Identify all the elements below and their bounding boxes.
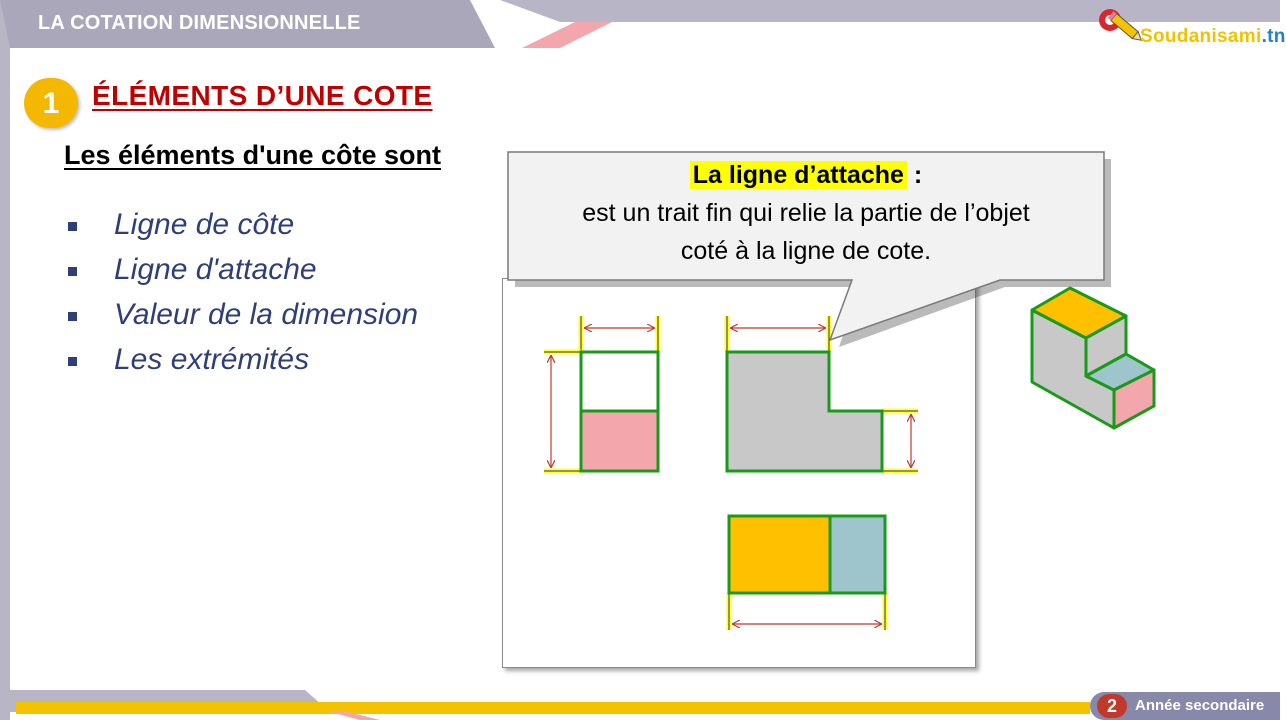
logo-name: Soudanisami [1140,26,1262,47]
intro-heading: Les éléments d'une côte sont [64,140,442,170]
callout-line-1: est un trait fin qui relie la partie de l’objet [582,199,1030,227]
logo-suffix: .tn [1261,26,1286,47]
callout-text [512,156,1100,270]
callout-heading [512,156,1100,194]
presentation-title: LA COTATION DIMENSIONNELLE [38,12,361,34]
list-item-text: Ligne de côte [114,208,295,241]
footer-level-number: 2 [1097,694,1127,718]
callout-colon: : [906,161,923,189]
isometric-part-illustration [1028,286,1160,434]
callout-line-2: coté à la ligne de cote. [680,237,932,265]
footer-level-label: Année secondaire [1135,697,1265,714]
list-item-text: Les extrémités [114,343,310,376]
section-number-badge: 1 [24,78,78,128]
callout-term: La ligne d’attache [690,161,907,189]
list-item-text: Valeur de la dimension [114,298,419,331]
section-title: ÉLÉMENTS D’UNE COTE [92,80,433,111]
list-item-text: Ligne d'attache [114,253,317,286]
